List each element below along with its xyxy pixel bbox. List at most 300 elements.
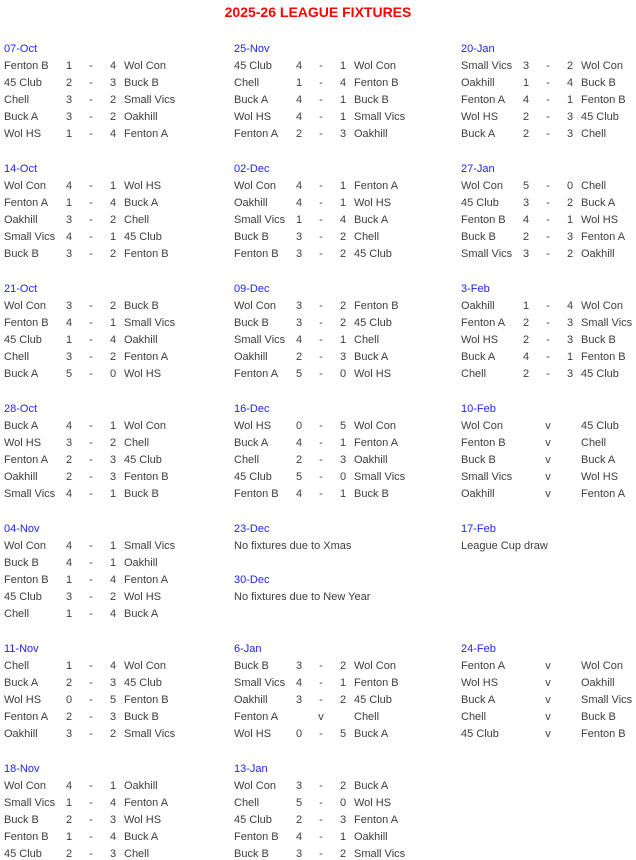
away-score: 2 — [109, 300, 117, 312]
away-team: Wol HS — [354, 797, 392, 809]
score-separator: - — [546, 94, 550, 106]
score-separator: - — [89, 488, 93, 500]
home-team: Wol HS — [461, 677, 499, 689]
score-separator: - — [89, 831, 93, 843]
away-score: 4 — [109, 197, 117, 209]
score-separator: - — [89, 797, 93, 809]
home-score: 2 — [295, 454, 303, 466]
fixture-row — [461, 229, 636, 246]
fixture-row — [234, 692, 446, 709]
fixture-row — [234, 846, 446, 860]
away-team: Fenton A — [124, 351, 169, 363]
away-team: Fenton A — [124, 574, 169, 586]
away-score: 2 — [339, 248, 347, 260]
away-score: 4 — [109, 128, 117, 140]
fixture-row — [4, 538, 216, 555]
fixture-row — [461, 178, 636, 195]
score-separator: - — [319, 780, 323, 792]
home-score: 5 — [522, 180, 530, 192]
home-team: Fenton A — [461, 94, 506, 106]
fixture-block — [4, 521, 216, 623]
away-score: 2 — [339, 694, 347, 706]
away-team: 45 Club — [124, 454, 162, 466]
score-separator: - — [546, 248, 550, 260]
home-team: Buck A — [4, 368, 39, 380]
home-score: 4 — [295, 677, 303, 689]
date-header: 27-Jan — [461, 163, 495, 175]
fixture-row — [461, 658, 636, 675]
home-team: Chell — [461, 368, 487, 380]
home-team: Fenton B — [234, 248, 279, 260]
fixture-row — [234, 58, 446, 75]
fixture-row — [234, 126, 446, 143]
score-separator: - — [319, 488, 323, 500]
date-header: 16-Dec — [234, 403, 270, 415]
score-separator: - — [89, 540, 93, 552]
date-header: 09-Dec — [234, 283, 270, 295]
away-score — [561, 658, 579, 675]
fixture-row — [234, 486, 446, 503]
away-team: Wol HS — [124, 180, 162, 192]
score-separator: - — [89, 780, 93, 792]
fixture-block — [461, 41, 636, 143]
away-score: 1 — [109, 180, 117, 192]
fixture-row — [461, 349, 636, 366]
away-score: 5 — [109, 694, 117, 706]
fixture-block — [234, 761, 446, 860]
away-team: Fenton A — [354, 180, 399, 192]
away-score: 1 — [339, 677, 347, 689]
home-score: 5 — [295, 471, 303, 483]
away-team: Chell — [581, 128, 607, 140]
score-separator: - — [319, 300, 323, 312]
away-team: Wol Con — [354, 660, 396, 672]
home-score: 4 — [65, 231, 73, 243]
away-team: Wol HS — [124, 814, 162, 826]
fixture-row — [4, 366, 216, 383]
away-score: 2 — [109, 728, 117, 740]
score-separator: - — [319, 180, 323, 192]
fixture-row — [461, 126, 636, 143]
score-separator: v — [545, 728, 551, 740]
fixture-row — [4, 829, 216, 846]
home-team: 45 Club — [461, 728, 499, 740]
score-separator: - — [89, 711, 93, 723]
away-team: Small Vics — [124, 317, 176, 329]
home-score: 1 — [65, 608, 73, 620]
score-separator: - — [89, 608, 93, 620]
away-team: Fenton B — [354, 300, 399, 312]
away-score: 3 — [566, 111, 574, 123]
score-separator: - — [89, 334, 93, 346]
score-separator: v — [545, 437, 551, 449]
away-score: 4 — [339, 77, 347, 89]
note-text: No fixtures due to Xmas — [234, 540, 352, 552]
away-team: Buck A — [581, 454, 616, 466]
away-score — [561, 726, 579, 743]
away-team: Fenton B — [581, 728, 626, 740]
away-team: Fenton B — [581, 351, 626, 363]
away-score: 1 — [109, 557, 117, 569]
home-team: Wol HS — [234, 420, 272, 432]
fixture-row — [4, 195, 216, 212]
score-separator: - — [89, 351, 93, 363]
date-header: 23-Dec — [234, 523, 270, 535]
away-score: 4 — [339, 214, 347, 226]
fixture-block — [234, 521, 446, 555]
fixture-row — [461, 469, 636, 486]
fixture-row — [234, 829, 446, 846]
away-team: Oakhill — [354, 831, 388, 843]
home-team: Fenton A — [4, 711, 49, 723]
away-score: 4 — [109, 797, 117, 809]
away-team: Wol Con — [354, 420, 396, 432]
fixture-row — [234, 675, 446, 692]
fixture-row — [234, 109, 446, 126]
home-score: 4 — [295, 60, 303, 72]
home-team: Oakhill — [234, 351, 268, 363]
fixture-row — [4, 58, 216, 75]
away-team: Fenton B — [354, 77, 399, 89]
away-team: Buck B — [354, 488, 389, 500]
home-score: 3 — [522, 60, 530, 72]
home-score: 4 — [522, 94, 530, 106]
away-score: 1 — [339, 60, 347, 72]
fixture-row — [4, 469, 216, 486]
fixture-row — [461, 726, 636, 743]
home-score: 4 — [295, 334, 303, 346]
home-score: 3 — [295, 248, 303, 260]
away-team: Chell — [124, 848, 150, 860]
home-team: Wol HS — [234, 728, 272, 740]
date-header: 11-Nov — [4, 643, 39, 655]
home-team: Oakhill — [234, 694, 268, 706]
date-header: 25-Nov — [234, 43, 270, 55]
fixture-row — [4, 298, 216, 315]
score-separator: - — [546, 77, 550, 89]
fixture-row — [4, 349, 216, 366]
fixture-block — [4, 41, 216, 143]
fixture-row — [461, 675, 636, 692]
away-team: Small Vics — [581, 694, 633, 706]
away-team: Chell — [581, 180, 607, 192]
away-score: 2 — [566, 248, 574, 260]
home-score: 3 — [295, 300, 303, 312]
date-header: 13-Jan — [234, 763, 268, 775]
away-score: 1 — [109, 488, 117, 500]
fixture-row — [234, 75, 446, 92]
home-team: Fenton B — [4, 317, 49, 329]
away-team: 45 Club — [581, 111, 619, 123]
away-team: Oakhill — [354, 454, 388, 466]
score-separator: v — [545, 454, 551, 466]
home-team: Chell — [4, 660, 30, 672]
fixture-row — [461, 92, 636, 109]
home-team: Oakhill — [461, 488, 495, 500]
score-separator: - — [89, 248, 93, 260]
away-score: 4 — [109, 608, 117, 620]
score-separator: - — [89, 317, 93, 329]
away-team: Fenton B — [124, 694, 169, 706]
home-score: 4 — [295, 488, 303, 500]
fixture-row — [234, 92, 446, 109]
fixture-row — [4, 795, 216, 812]
home-score: 4 — [65, 180, 73, 192]
home-team: Wol HS — [461, 111, 499, 123]
home-score: 4 — [65, 317, 73, 329]
home-team: Wol Con — [4, 540, 46, 552]
home-team: Fenton A — [234, 711, 279, 723]
away-score: 2 — [109, 214, 117, 226]
fixture-row — [234, 246, 446, 263]
home-score — [517, 435, 535, 452]
home-score: 1 — [65, 334, 73, 346]
home-score: 3 — [65, 351, 73, 363]
score-separator: v — [545, 694, 551, 706]
away-score: 2 — [339, 317, 347, 329]
score-separator: - — [89, 60, 93, 72]
score-separator: - — [546, 231, 550, 243]
score-separator: - — [546, 317, 550, 329]
home-team: Buck B — [4, 814, 39, 826]
score-separator: - — [546, 334, 550, 346]
score-separator: - — [89, 300, 93, 312]
fixture-row — [4, 726, 216, 743]
home-team: Buck B — [234, 231, 269, 243]
fixture-block — [4, 281, 216, 383]
away-team: Wol Con — [124, 60, 166, 72]
fixture-block — [4, 401, 216, 503]
away-score: 2 — [566, 197, 574, 209]
score-separator: - — [319, 111, 323, 123]
home-score: 1 — [295, 214, 303, 226]
away-team: Wol Con — [354, 60, 396, 72]
score-separator: - — [319, 660, 323, 672]
home-team: Fenton A — [234, 368, 279, 380]
away-score: 1 — [566, 214, 574, 226]
home-score: 2 — [65, 848, 73, 860]
away-team: Wol HS — [581, 214, 619, 226]
date-header: 17-Feb — [461, 523, 496, 535]
home-score: 2 — [65, 711, 73, 723]
fixture-row — [4, 178, 216, 195]
away-team: Wol Con — [124, 660, 166, 672]
score-separator: v — [545, 711, 551, 723]
home-score: 3 — [295, 780, 303, 792]
away-team: Buck A — [124, 197, 159, 209]
fixture-row — [461, 109, 636, 126]
away-team: Wol HS — [124, 591, 162, 603]
away-score: 1 — [109, 317, 117, 329]
home-team: Wol HS — [4, 437, 42, 449]
score-separator: - — [546, 300, 550, 312]
home-team: Chell — [234, 454, 260, 466]
home-team: Small Vics — [234, 214, 286, 226]
fixture-row — [461, 195, 636, 212]
away-team: Small Vics — [124, 540, 176, 552]
home-team: Buck B — [234, 660, 269, 672]
date-header: 10-Feb — [461, 403, 496, 415]
home-score: 3 — [522, 197, 530, 209]
away-score: 4 — [109, 60, 117, 72]
away-score: 2 — [109, 94, 117, 106]
home-score: 2 — [522, 334, 530, 346]
away-team: 45 Club — [581, 420, 619, 432]
home-score: 2 — [522, 128, 530, 140]
fixture-block — [234, 281, 446, 383]
score-separator: - — [319, 797, 323, 809]
away-score — [334, 709, 352, 726]
home-score: 3 — [65, 591, 73, 603]
home-score — [517, 486, 535, 503]
home-score: 5 — [65, 368, 73, 380]
home-team: Small Vics — [4, 488, 56, 500]
away-team: Small Vics — [124, 728, 176, 740]
away-team: Small Vics — [354, 848, 406, 860]
away-score: 5 — [339, 728, 347, 740]
fixture-row — [4, 229, 216, 246]
fixture-row — [461, 366, 636, 383]
fixture-row — [461, 315, 636, 332]
home-team: Buck A — [4, 420, 39, 432]
score-separator: v — [545, 677, 551, 689]
home-team: Wol Con — [4, 300, 46, 312]
home-score: 4 — [65, 557, 73, 569]
away-team: Fenton A — [124, 797, 169, 809]
away-score: 4 — [109, 334, 117, 346]
home-score: 2 — [295, 128, 303, 140]
away-team: Buck A — [354, 214, 389, 226]
fixture-block — [461, 161, 636, 263]
score-separator: - — [319, 197, 323, 209]
away-score — [561, 452, 579, 469]
score-separator: - — [89, 454, 93, 466]
fixture-row — [4, 606, 216, 623]
away-team: Buck B — [581, 334, 616, 346]
away-team: Wol HS — [581, 471, 619, 483]
fixture-row — [461, 435, 636, 452]
away-team: Small Vics — [354, 471, 406, 483]
away-team: Wol Con — [581, 300, 623, 312]
away-score: 3 — [109, 77, 117, 89]
date-header: 21-Oct — [4, 283, 38, 295]
away-score: 3 — [339, 351, 347, 363]
away-score: 1 — [339, 334, 347, 346]
home-team: Oakhill — [4, 214, 38, 226]
away-team: Buck B — [124, 488, 159, 500]
home-score: 2 — [295, 814, 303, 826]
score-separator: - — [319, 128, 323, 140]
away-score: 4 — [109, 660, 117, 672]
away-score: 0 — [109, 368, 117, 380]
home-team: Fenton A — [4, 454, 49, 466]
home-team: Wol HS — [461, 334, 499, 346]
home-score: 3 — [65, 214, 73, 226]
fixture-row — [4, 75, 216, 92]
away-score: 2 — [109, 248, 117, 260]
home-team: 45 Club — [234, 814, 272, 826]
home-team: Wol Con — [461, 180, 503, 192]
home-score — [517, 726, 535, 743]
home-team: Fenton B — [4, 574, 49, 586]
away-score: 2 — [109, 111, 117, 123]
fixture-row — [4, 692, 216, 709]
date-header: 07-Oct — [4, 43, 38, 55]
away-score: 2 — [339, 780, 347, 792]
home-team: 45 Club — [4, 848, 42, 860]
home-team: Chell — [461, 711, 487, 723]
away-score: 3 — [109, 814, 117, 826]
home-team: Wol Con — [4, 180, 46, 192]
fixture-row — [4, 589, 216, 606]
home-score: 1 — [65, 574, 73, 586]
home-score: 3 — [295, 848, 303, 860]
away-team: Oakhill — [354, 128, 388, 140]
score-separator: - — [319, 77, 323, 89]
away-team: Fenton A — [354, 814, 399, 826]
away-score: 1 — [109, 420, 117, 432]
home-team: Fenton B — [234, 831, 279, 843]
home-team: 45 Club — [4, 591, 42, 603]
fixture-row — [461, 212, 636, 229]
home-team: Buck A — [234, 94, 269, 106]
away-score: 5 — [339, 420, 347, 432]
score-separator: - — [89, 677, 93, 689]
home-team: Buck B — [4, 557, 39, 569]
home-team: Oakhill — [4, 728, 38, 740]
home-team: Fenton A — [461, 660, 506, 672]
away-score: 1 — [566, 351, 574, 363]
note-text: No fixtures due to New Year — [234, 591, 371, 603]
home-team: Small Vics — [4, 797, 56, 809]
away-score — [561, 692, 579, 709]
away-score: 2 — [339, 231, 347, 243]
home-team: Wol Con — [234, 300, 276, 312]
fixture-row — [4, 675, 216, 692]
fixture-row — [461, 452, 636, 469]
fixture-block — [234, 401, 446, 503]
away-score: 2 — [339, 300, 347, 312]
fixture-row — [4, 486, 216, 503]
home-team: Buck A — [4, 111, 39, 123]
score-separator: - — [319, 471, 323, 483]
fixture-row — [234, 178, 446, 195]
home-team: Wol Con — [461, 420, 503, 432]
away-score — [561, 418, 579, 435]
away-score — [561, 469, 579, 486]
away-score: 1 — [339, 197, 347, 209]
home-score: 2 — [522, 317, 530, 329]
home-score: 3 — [295, 317, 303, 329]
away-score: 0 — [339, 368, 347, 380]
home-score — [517, 692, 535, 709]
home-team: Wol Con — [4, 780, 46, 792]
away-score: 3 — [109, 677, 117, 689]
home-score: 1 — [295, 77, 303, 89]
home-team: Fenton A — [461, 317, 506, 329]
away-team: Buck A — [354, 351, 389, 363]
fixture-row — [4, 846, 216, 860]
away-team: Buck B — [124, 77, 159, 89]
score-separator: - — [89, 557, 93, 569]
home-score: 4 — [65, 488, 73, 500]
score-separator: - — [319, 677, 323, 689]
away-team: Chell — [124, 437, 150, 449]
away-score: 3 — [109, 471, 117, 483]
away-team: Buck B — [124, 300, 159, 312]
away-score: 1 — [339, 111, 347, 123]
away-team: Wol HS — [124, 368, 162, 380]
